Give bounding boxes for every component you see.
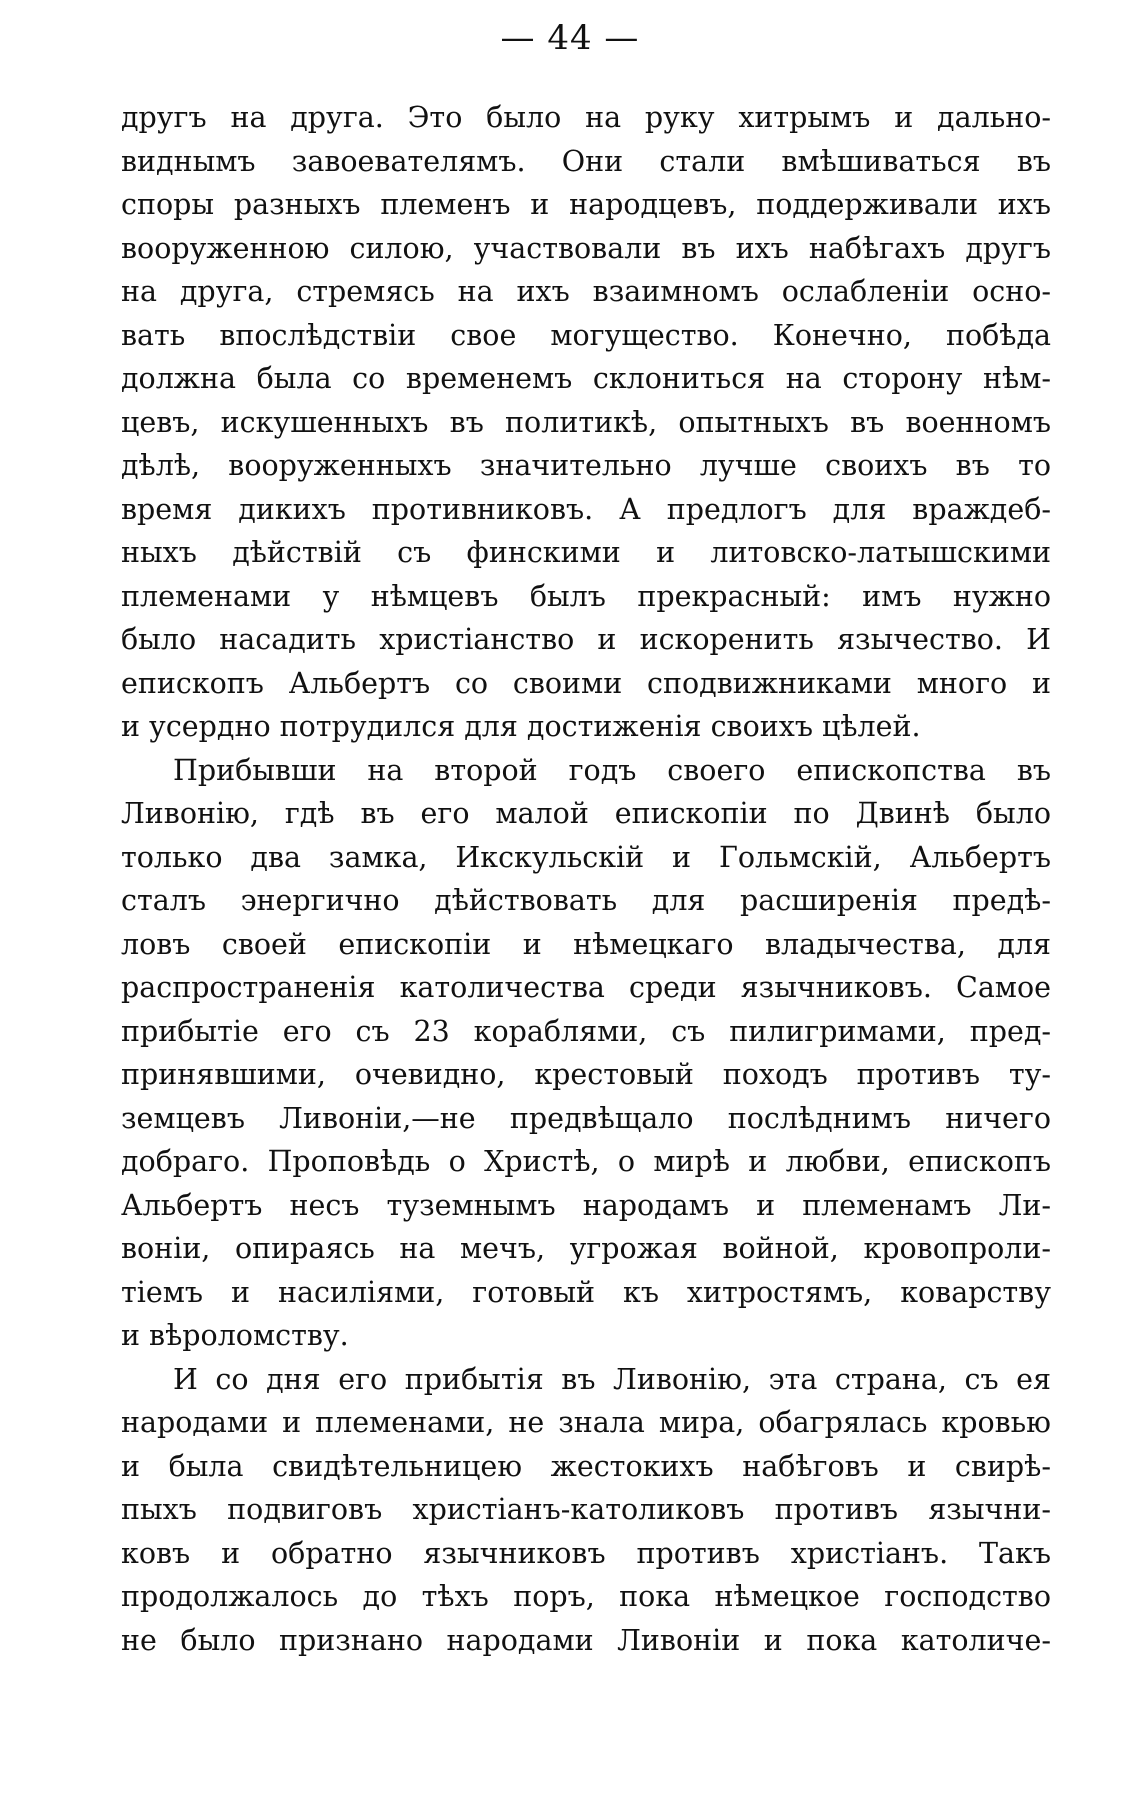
text-line: на друга, стремясь на ихъ взаимномъ ослабленiи осно- bbox=[121, 275, 1051, 308]
text-line: сталъ энергично дѣйствовать для расширенiя предѣ- bbox=[121, 884, 1051, 917]
text-line: Ливонiю, гдѣ въ его малой епископiи по Двинѣ было bbox=[121, 797, 1051, 830]
text-line: дѣлѣ, вооруженныхъ значительно лучше своихъ въ то bbox=[121, 449, 1051, 482]
paragraph-3 bbox=[121, 1358, 1051, 1663]
text-line: и была свидѣтельницею жестокихъ набѣговъ и свирѣ- bbox=[121, 1449, 1051, 1483]
text-line: тiемъ и насилiями, готовый къ хитростямъ, коварству bbox=[121, 1275, 1051, 1309]
text-line: вооруженною силою, участвовали въ ихъ набѣгахъ другъ bbox=[121, 231, 1051, 265]
text-line: Прибывши на второй годъ своего епископства въ bbox=[173, 753, 1051, 787]
text-line: Альбертъ несъ туземнымъ народамъ и племенамъ Ли- bbox=[121, 1188, 1051, 1222]
text-line: земцевъ Ливонiи,—не предвѣщало послѣднимъ ничего bbox=[121, 1101, 1051, 1135]
body-text bbox=[121, 96, 1051, 1662]
text-line: вонiи, опираясь на мечъ, угрожая войной, кровопроли- bbox=[121, 1232, 1051, 1265]
text-line: добраго. Проповѣдь о Христѣ, о мирѣ и любви, епископъ bbox=[121, 1145, 1051, 1178]
text-line: время дикихъ противниковъ. А предлогъ для враждеб- bbox=[121, 492, 1051, 526]
text-line: племенами у нѣмцевъ былъ прекрасный: имъ нужно bbox=[121, 579, 1051, 613]
text-line: И со дня его прибытiя въ Ливонiю, эта страна, съ ея bbox=[173, 1362, 1051, 1396]
text-line: продолжалось до тѣхъ поръ, пока нѣмецкое господство bbox=[121, 1580, 1051, 1613]
text-line: пыхъ подвиговъ христiанъ-католиковъ противъ язычни- bbox=[121, 1493, 1051, 1526]
text-line: цевъ, искушенныхъ въ политикѣ, опытныхъ въ военномъ bbox=[121, 405, 1051, 439]
text-line: только два замка, Икскульскiй и Гольмскiй, Альбертъ bbox=[121, 840, 1051, 874]
text-line: было насадить христiанство и искоренить язычество. И bbox=[121, 623, 1051, 656]
text-line: другъ на друга. Это было на руку хитрымъ и дально- bbox=[121, 101, 1051, 134]
text-line: должна была со временемъ склониться на сторону нѣм- bbox=[121, 362, 1051, 395]
page-number: — 44 — bbox=[500, 18, 640, 58]
text-line: и вѣроломству. bbox=[121, 1319, 349, 1352]
text-line: распространенiя католичества среди язычниковъ. Самое bbox=[121, 971, 1051, 1004]
paragraph-1 bbox=[121, 96, 1051, 749]
text-line: не было признано народами Ливонiи и пока католиче- bbox=[121, 1623, 1051, 1657]
text-line: принявшими, очевидно, крестовый походъ противъ ту- bbox=[121, 1058, 1051, 1091]
text-line: виднымъ завоевателямъ. Они стали вмѣшиваться въ bbox=[121, 144, 1051, 178]
text-line: и усердно потрудился для достиженiя своихъ цѣлей. bbox=[121, 710, 921, 743]
text-line: ковъ и обратно язычниковъ противъ христiанъ. Такъ bbox=[121, 1536, 1051, 1570]
text-line: ныхъ дѣйствiй съ финскими и литовско-латышскими bbox=[121, 536, 1051, 569]
text-line: прибытiе его съ 23 кораблями, съ пилигримами, пред- bbox=[121, 1014, 1051, 1048]
text-line: епископъ Альбертъ со своими сподвижниками много и bbox=[121, 666, 1051, 700]
text-line: народами и племенами, не знала мира, обагрялась кровью bbox=[121, 1406, 1051, 1439]
text-line: ловъ своей епископiи и нѣмецкаго владычества, для bbox=[121, 927, 1051, 961]
paragraph-2 bbox=[121, 749, 1051, 1358]
text-line: вать впослѣдствiи свое могущество. Конечно, побѣда bbox=[121, 318, 1051, 352]
text-line: споры разныхъ племенъ и народцевъ, поддерживали ихъ bbox=[121, 188, 1051, 221]
